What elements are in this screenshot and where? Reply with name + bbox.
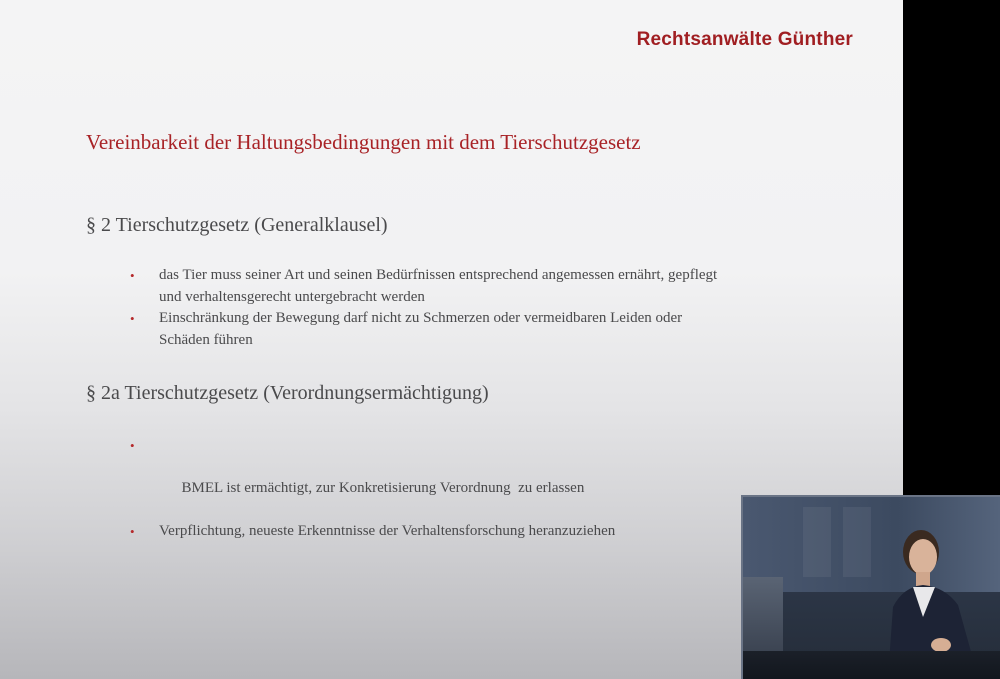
video-side-screen bbox=[743, 577, 783, 657]
bullet-text: Einschränkung der Bewegung darf nicht zu Schmerzen oder vermeidbaren Leiden oder Schäden führen bbox=[159, 310, 683, 348]
wall-panel bbox=[803, 507, 831, 577]
list-item bbox=[130, 265, 719, 308]
bullet-text: das Tier muss seiner Art und seinen Bedürfnissen entsprechend angemessen ernährt, gepflegt und verhaltensgerecht untergebracht werden bbox=[159, 267, 718, 305]
list-item bbox=[130, 521, 719, 543]
brand-logo-text: Rechtsanwälte Günther bbox=[636, 29, 853, 50]
bullet-dot-icon: • bbox=[130, 268, 135, 283]
bullet-dot-icon: • bbox=[130, 524, 135, 539]
video-table bbox=[743, 651, 1000, 679]
list-item bbox=[130, 435, 719, 521]
bullet-list-paragraph-2a bbox=[130, 435, 719, 543]
bullet-text: BMEL ist ermächtigt, zur Konkretisierung Verordnung zu erlassen bbox=[181, 480, 585, 496]
bullet-dot-icon: • bbox=[130, 311, 135, 326]
list-item bbox=[130, 308, 719, 351]
bullet-text: Verpflichtung, neueste Erkenntnisse der Verhaltensforschung heranzuziehen bbox=[159, 523, 616, 539]
speaker-video-inset bbox=[741, 495, 1000, 679]
section-heading-paragraph-2a: § 2a Tierschutzgesetz (Verordnungsermächtigung) bbox=[86, 382, 489, 404]
wall-panel bbox=[843, 507, 871, 577]
bullet-dot-icon: • bbox=[130, 438, 135, 453]
bullet-list-paragraph-2 bbox=[130, 265, 719, 351]
section-heading-paragraph-2: § 2 Tierschutzgesetz (Generalklausel) bbox=[86, 214, 388, 236]
slide-title: Vereinbarkeit der Haltungsbedingungen mit dem Tierschutzgesetz bbox=[86, 130, 641, 154]
